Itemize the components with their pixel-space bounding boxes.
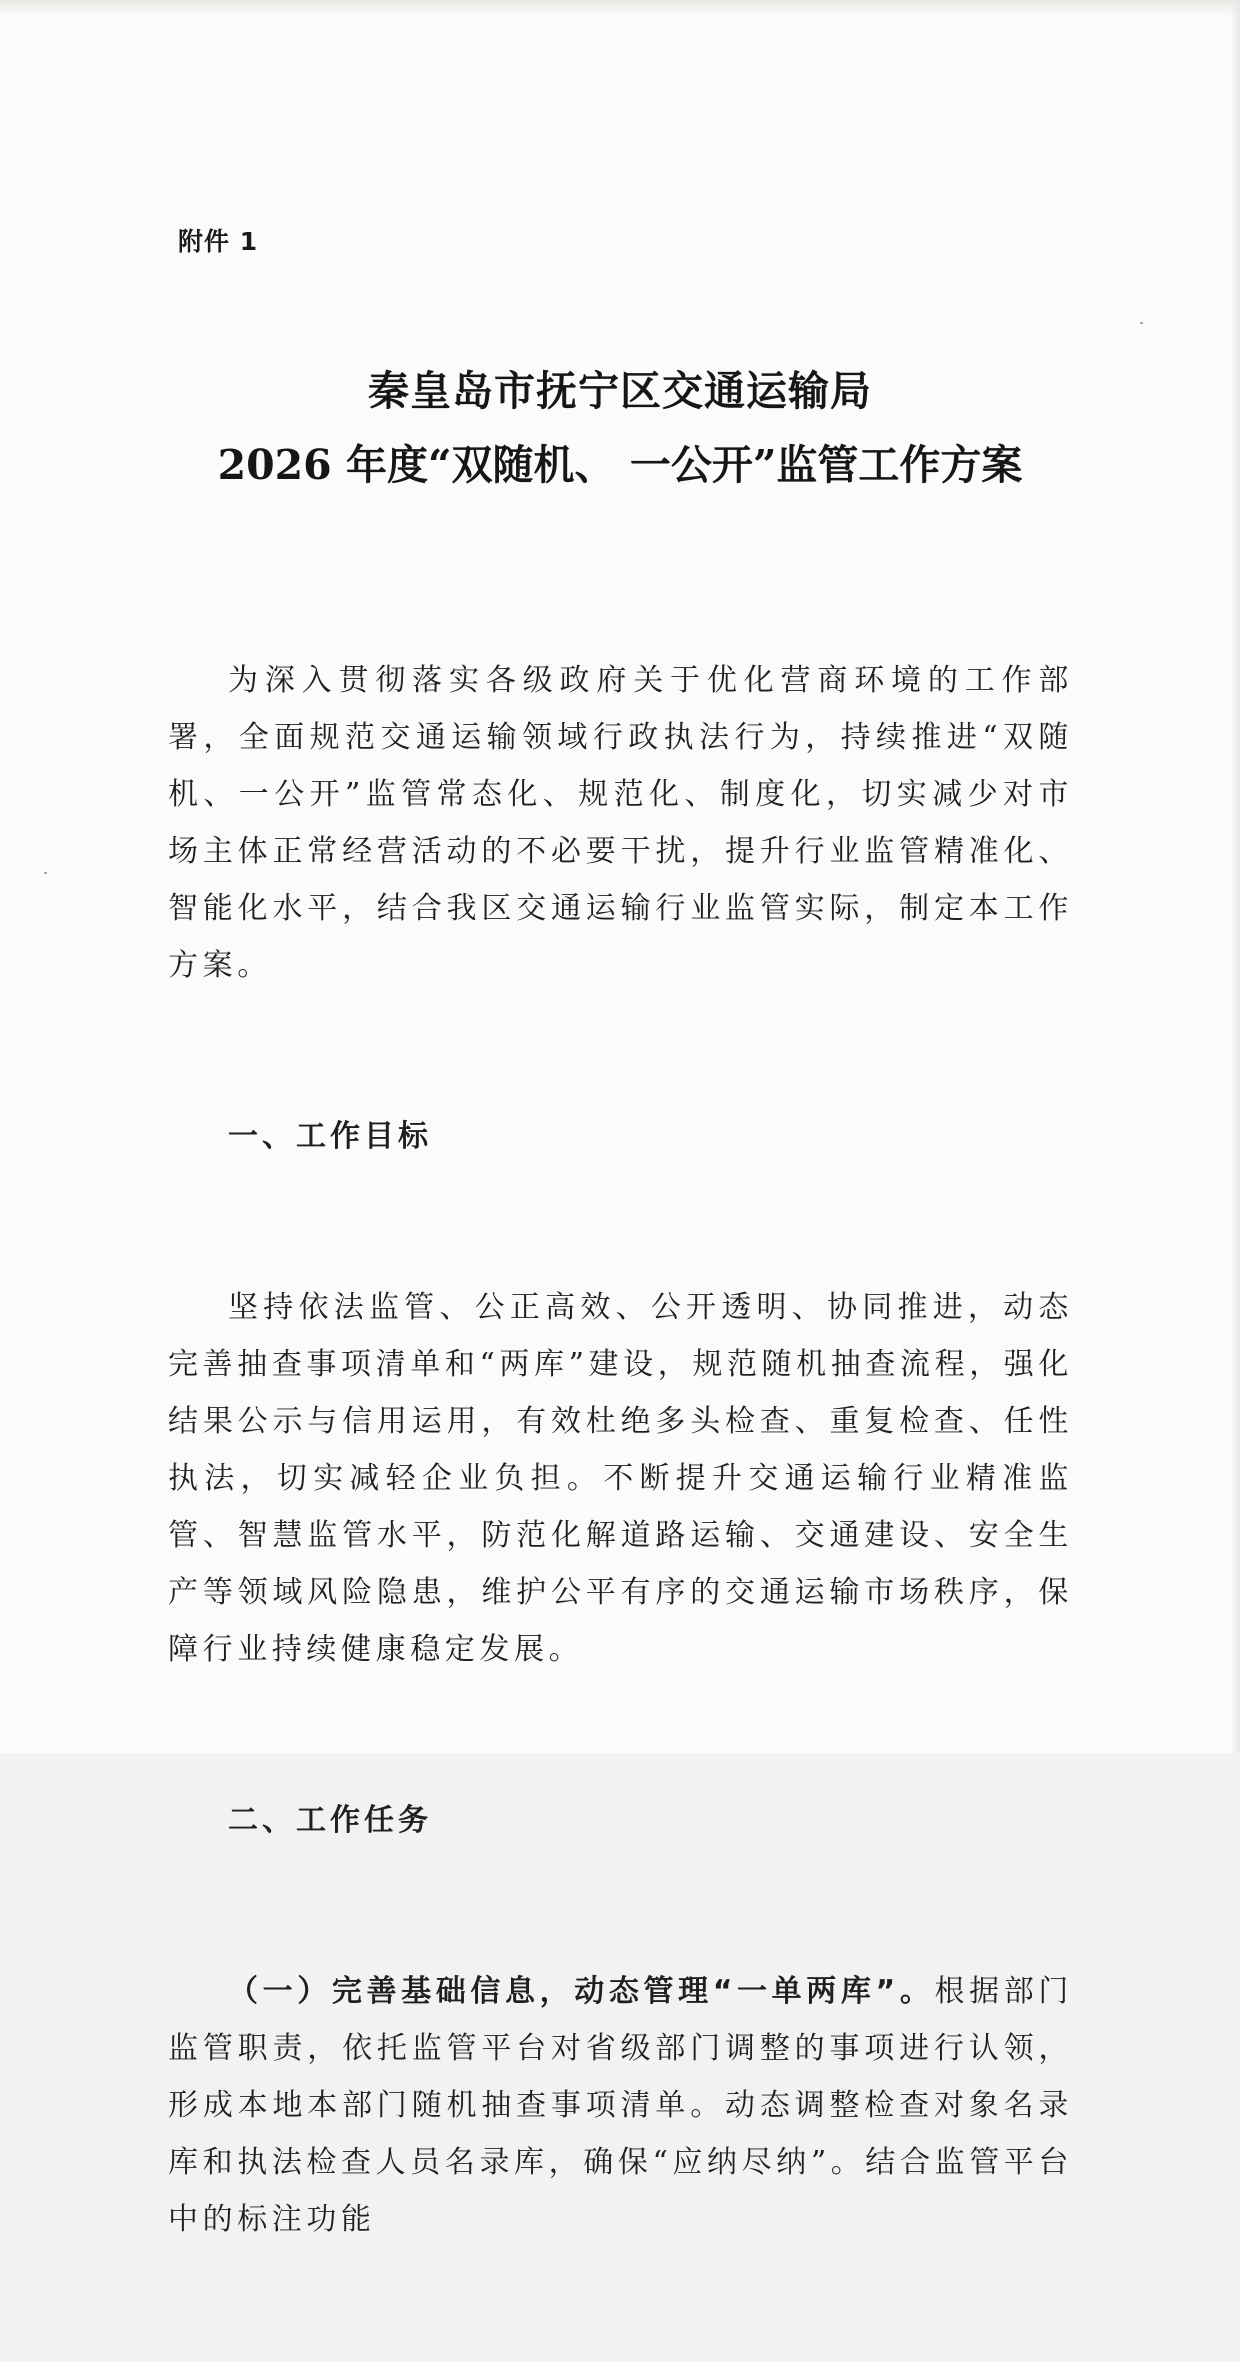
scan-speck — [1140, 322, 1143, 324]
scan-shadow-top — [0, 0, 1240, 14]
task-1-text: 根据部门监管职责，依托监管平台对省级部门调整的事项进行认领，形成本地本部门随机抽查事项清单。动态调整检查对象名录库和执法检查人员名录库，确保“应纳尽纳”。结合监管平台中的标注功能 — [168, 1974, 1073, 2237]
section-1-paragraph: 坚持依法监管、公正高效、公开透明、协同推进，动态完善抽查事项清单和“两库”建设，规范随机抽查流程，强化结果公示与信用运用，有效杜绝多头检查、重复检查、任性执法，切实减轻企业负担。不断提升交通运输行业精准监管、智慧监管水平，防范化解道路运输、交通建设、安全生产等领域风险隐患，维护公平有序的交通运输市场秩序，保障行业持续健康稳定发展。 — [168, 1290, 1073, 1667]
document-title-line-2: 2026 年度“双随机、 一公开”监管工作方案 — [217, 441, 1023, 489]
task-1-heading: （一）完善基础信息，动态管理“一单两库”。 — [228, 1974, 935, 2009]
section-2-heading: 二、工作任务 — [228, 1803, 432, 1838]
scan-speck — [44, 872, 47, 874]
document-body — [168, 538, 1073, 2362]
document-title-line-1: 秦皇岛市抚宁区交通运输局 — [368, 367, 872, 415]
task-1-paragraph — [168, 1963, 1073, 2248]
intro-paragraph: 为深入贯彻落实各级政府关于优化营商环境的工作部署，全面规范交通运输领域行政执法行为，持续推进“双随机、一公开”监管常态化、规范化、制度化，切实减少对市场主体正常经营活动的不必要干扰，提升行业监管精准化、智能化水平，结合我区交通运输行业监管实际，制定本工作方案。 — [168, 663, 1073, 983]
section-1-heading: 一、工作目标 — [228, 1119, 432, 1154]
scan-shadow-right — [1230, 0, 1240, 1753]
attachment-label: 附件 1 — [178, 227, 259, 256]
